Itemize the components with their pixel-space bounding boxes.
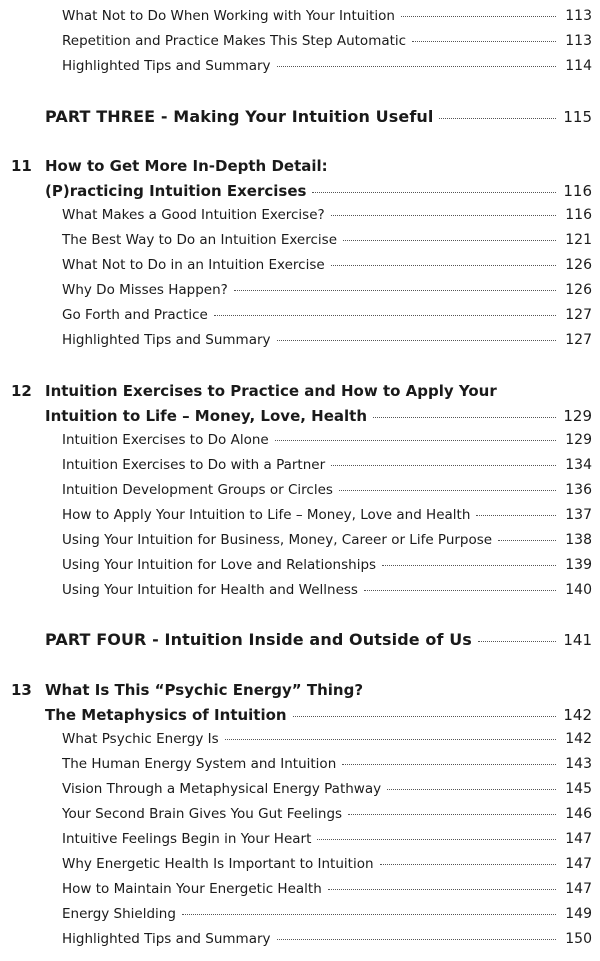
entry-title: Intuition Exercises to Do Alone (62, 432, 269, 448)
toc-entry (0, 582, 600, 604)
dot-leader (478, 641, 556, 642)
entry-page: 121 (565, 232, 592, 248)
entry-page: 129 (565, 432, 592, 448)
entry-page: 113 (565, 33, 592, 49)
entry-page: 126 (565, 282, 592, 298)
chapter-page: 129 (563, 407, 592, 425)
entry-title: Intuition Development Groups or Circles (62, 482, 333, 498)
dot-leader (275, 440, 556, 441)
chapter-heading-line (0, 382, 600, 404)
toc-entry (0, 931, 600, 953)
dot-leader (293, 716, 556, 717)
chapter-heading (0, 407, 600, 429)
entry-page: 147 (565, 881, 592, 897)
entry-page: 134 (565, 457, 592, 473)
entry-title: Using Your Intuition for Love and Relationships (62, 557, 377, 573)
part-title: PART FOUR - Intuition Inside and Outside of Us (45, 630, 472, 649)
part-heading (0, 630, 600, 652)
entry-title: Why Do Misses Happen? (62, 282, 228, 298)
dot-leader (348, 814, 556, 815)
toc-entry (0, 781, 600, 803)
toc-entry (0, 557, 600, 579)
entry-page: 113 (565, 8, 592, 24)
entry-page: 137 (565, 507, 592, 523)
part-page: 115 (563, 108, 592, 126)
entry-page: 116 (565, 207, 592, 223)
dot-leader (373, 417, 556, 418)
chapter-page: 116 (563, 182, 592, 200)
chapter-title-line1: How to Get More In-Depth Detail: (45, 157, 328, 175)
entry-title: Go Forth and Practice (62, 307, 208, 323)
entry-title: Your Second Brain Gives You Gut Feelings (62, 806, 343, 822)
dot-leader (317, 839, 556, 840)
entry-page: 127 (565, 307, 592, 323)
chapter-title-line1: Intuition Exercises to Practice and How to Apply Your (45, 382, 497, 400)
toc-entry (0, 432, 600, 454)
chapter-number: 13 (11, 681, 32, 699)
dot-leader (382, 565, 556, 566)
entry-title: Using Your Intuition for Business, Money, Career or Life Purpose (62, 532, 493, 548)
toc-entry (0, 756, 600, 778)
dot-leader (277, 340, 556, 341)
part-heading (0, 107, 600, 129)
chapter-title-line2: The Metaphysics of Intuition (45, 706, 287, 724)
entry-page: 114 (565, 58, 592, 74)
chapter-heading-line (0, 681, 600, 703)
dot-leader (331, 215, 556, 216)
entry-page: 142 (565, 731, 592, 747)
toc-entry (0, 33, 600, 55)
entry-page: 147 (565, 831, 592, 847)
dot-leader (364, 590, 556, 591)
dot-leader (498, 540, 556, 541)
entry-page: 147 (565, 856, 592, 872)
dot-leader (476, 515, 556, 516)
dot-leader (343, 240, 556, 241)
entry-page: 139 (565, 557, 592, 573)
entry-page: 127 (565, 332, 592, 348)
chapter-heading-line (0, 157, 600, 179)
dot-leader (439, 118, 556, 119)
toc-entry (0, 457, 600, 479)
dot-leader (387, 789, 556, 790)
chapter-page: 142 (563, 706, 592, 724)
toc-entry (0, 731, 600, 753)
toc-entry (0, 282, 600, 304)
dot-leader (182, 914, 556, 915)
entry-title: Vision Through a Metaphysical Energy Pathway (62, 781, 382, 797)
toc-entry (0, 856, 600, 878)
entry-title: Using Your Intuition for Health and Wellness (62, 582, 358, 598)
toc-entry (0, 532, 600, 554)
part-page: 141 (563, 631, 592, 649)
dot-leader (331, 465, 556, 466)
entry-page: 146 (565, 806, 592, 822)
chapter-title-line1: What Is This “Psychic Energy” Thing? (45, 681, 364, 699)
entry-title: Repetition and Practice Makes This Step Automatic (62, 33, 407, 49)
entry-page: 150 (565, 931, 592, 947)
dot-leader (234, 290, 556, 291)
chapter-number: 12 (11, 382, 32, 400)
toc-entry (0, 307, 600, 329)
toc-entry (0, 257, 600, 279)
entry-title: Highlighted Tips and Summary (62, 58, 271, 74)
dot-leader (401, 16, 556, 17)
entry-title: Intuition Exercises to Do with a Partner (62, 457, 326, 473)
dot-leader (380, 864, 556, 865)
part-title: PART THREE - Making Your Intuition Useful (45, 107, 434, 126)
entry-title: Energy Shielding (62, 906, 176, 922)
entry-page: 136 (565, 482, 592, 498)
chapter-heading (0, 706, 600, 728)
entry-page: 143 (565, 756, 592, 772)
chapter-title-line2: Intuition to Life – Money, Love, Health (45, 407, 368, 425)
entry-page: 126 (565, 257, 592, 273)
entry-title: The Best Way to Do an Intuition Exercise (62, 232, 337, 248)
entry-page: 149 (565, 906, 592, 922)
entry-title: What Not to Do in an Intuition Exercise (62, 257, 325, 273)
toc-entry (0, 881, 600, 903)
entry-page: 140 (565, 582, 592, 598)
toc-entry (0, 8, 600, 30)
dot-leader (339, 490, 556, 491)
dot-leader (312, 192, 556, 193)
toc-entry (0, 332, 600, 354)
toc-entry (0, 806, 600, 828)
entry-title: How to Apply Your Intuition to Life – Money, Love and Health (62, 507, 471, 523)
toc-entry (0, 482, 600, 504)
entry-title: Highlighted Tips and Summary (62, 931, 271, 947)
toc-entry (0, 207, 600, 229)
toc-entry (0, 906, 600, 928)
chapter-title-line2: (P)racticing Intuition Exercises (45, 182, 307, 200)
entry-title: Highlighted Tips and Summary (62, 332, 271, 348)
dot-leader (412, 41, 556, 42)
entry-title: How to Maintain Your Energetic Health (62, 881, 322, 897)
dot-leader (331, 265, 556, 266)
dot-leader (328, 889, 556, 890)
dot-leader (342, 764, 556, 765)
chapter-number: 11 (11, 157, 32, 175)
entry-title: The Human Energy System and Intuition (62, 756, 337, 772)
toc-entry (0, 58, 600, 80)
entry-page: 145 (565, 781, 592, 797)
entry-title: Intuitive Feelings Begin in Your Heart (62, 831, 312, 847)
entry-title: What Not to Do When Working with Your Intuition (62, 8, 395, 24)
entry-title: What Psychic Energy Is (62, 731, 219, 747)
entry-title: Why Energetic Health Is Important to Intuition (62, 856, 374, 872)
dot-leader (277, 939, 556, 940)
chapter-heading (0, 182, 600, 204)
entry-title: What Makes a Good Intuition Exercise? (62, 207, 325, 223)
toc-entry (0, 831, 600, 853)
toc-entry (0, 232, 600, 254)
dot-leader (225, 739, 556, 740)
entry-page: 138 (565, 532, 592, 548)
dot-leader (214, 315, 556, 316)
dot-leader (277, 66, 556, 67)
toc-entry (0, 507, 600, 529)
